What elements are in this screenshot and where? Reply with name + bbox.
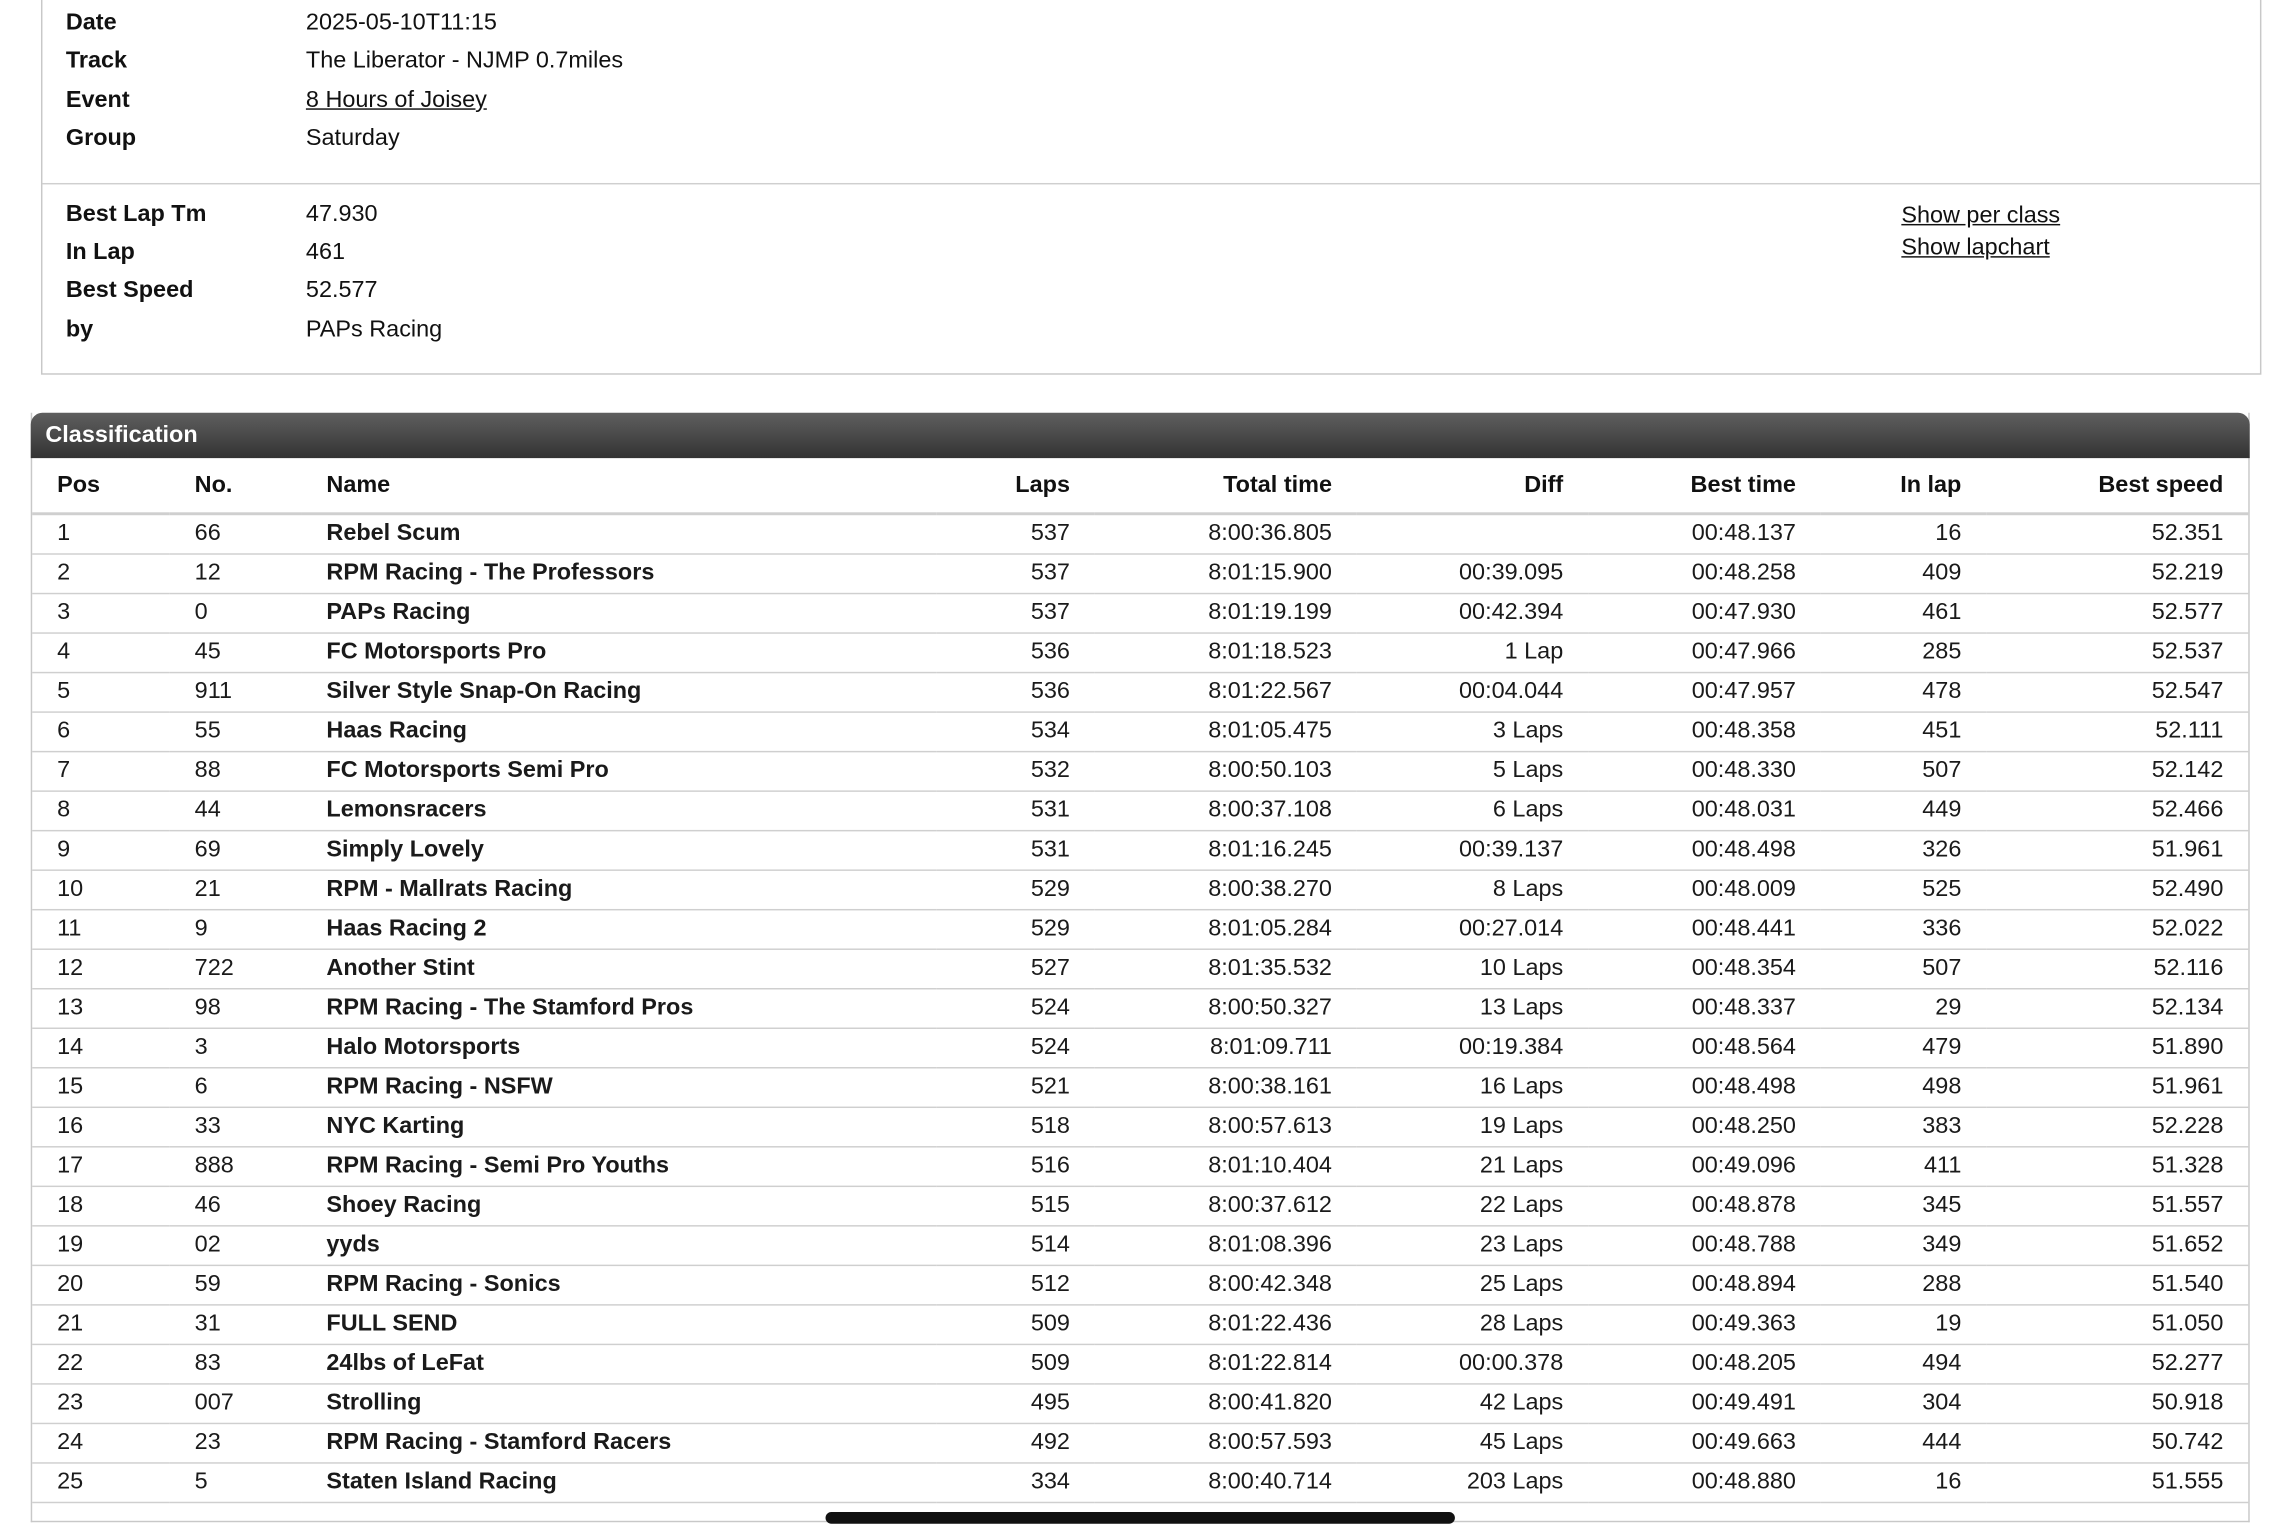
- by-value: PAPs Racing: [305, 317, 443, 343]
- cell-in-lap: 494: [1821, 1344, 1986, 1384]
- cell-total-time: 8:01:35.532: [1095, 949, 1357, 989]
- home-indicator-bar: [826, 1512, 1455, 1524]
- cell-in-lap: 507: [1821, 949, 1986, 989]
- cell-best-speed: 52.351: [1986, 514, 2248, 554]
- cell-pos: 12: [32, 949, 170, 989]
- table-row: [32, 752, 2248, 792]
- cell-best-speed: 51.890: [1986, 1028, 2248, 1068]
- table-row: [32, 1028, 2248, 1068]
- cell-best-speed: 51.328: [1986, 1147, 2248, 1187]
- cell-best-speed: 51.961: [1986, 831, 2248, 871]
- team-name-link[interactable]: Halo Motorsports: [302, 1028, 937, 1068]
- cell-laps: 518: [937, 1107, 1095, 1147]
- cell-laps: 334: [937, 1463, 1095, 1503]
- table-row: [32, 673, 2248, 713]
- session-info-panel: [41, 0, 2261, 375]
- cell-total-time: 8:01:22.814: [1095, 1344, 1357, 1384]
- cell-pos: 2: [32, 554, 170, 594]
- table-row: [32, 514, 2248, 554]
- cell-total-time: 8:00:37.108: [1095, 791, 1357, 831]
- cell-no: 46: [170, 1186, 302, 1226]
- cell-diff: 23 Laps: [1357, 1226, 1588, 1266]
- cell-no: 9: [170, 910, 302, 950]
- cell-best-time: 00:48.337: [1588, 989, 1821, 1029]
- cell-total-time: 8:01:09.711: [1095, 1028, 1357, 1068]
- table-row: [32, 1463, 2248, 1503]
- cell-in-lap: 288: [1821, 1265, 1986, 1305]
- table-row: [32, 831, 2248, 871]
- cell-best-speed: 52.116: [1986, 949, 2248, 989]
- team-name-link[interactable]: Shoey Racing: [302, 1186, 937, 1226]
- cell-in-lap: 19: [1821, 1305, 1986, 1345]
- cell-in-lap: 451: [1821, 712, 1986, 752]
- cell-no: 31: [170, 1305, 302, 1345]
- cell-in-lap: 336: [1821, 910, 1986, 950]
- table-row: [32, 1265, 2248, 1305]
- cell-best-time: 00:49.491: [1588, 1384, 1821, 1424]
- cell-in-lap: 525: [1821, 870, 1986, 910]
- cell-no: 55: [170, 712, 302, 752]
- cell-pos: 24: [32, 1423, 170, 1463]
- cell-in-lap: 349: [1821, 1226, 1986, 1266]
- table-row: [32, 594, 2248, 634]
- track-label: Track: [65, 48, 128, 74]
- cell-in-lap: 444: [1821, 1423, 1986, 1463]
- cell-pos: 1: [32, 514, 170, 554]
- cell-best-time: 00:48.878: [1588, 1186, 1821, 1226]
- cell-diff: 00:04.044: [1357, 673, 1588, 713]
- cell-pos: 16: [32, 1107, 170, 1147]
- cell-diff: 5 Laps: [1357, 752, 1588, 792]
- table-row: [32, 791, 2248, 831]
- cell-total-time: 8:01:10.404: [1095, 1147, 1357, 1187]
- table-row: [32, 712, 2248, 752]
- cell-best-speed: 50.742: [1986, 1423, 2248, 1463]
- cell-diff: 00:19.384: [1357, 1028, 1588, 1068]
- cell-in-lap: 285: [1821, 633, 1986, 673]
- cell-total-time: 8:00:41.820: [1095, 1384, 1357, 1424]
- cell-in-lap: 326: [1821, 831, 1986, 871]
- cell-diff: 25 Laps: [1357, 1265, 1588, 1305]
- cell-diff: 00:39.095: [1357, 554, 1588, 594]
- table-row: [32, 1068, 2248, 1108]
- cell-diff: 00:39.137: [1357, 831, 1588, 871]
- cell-best-speed: 51.555: [1986, 1463, 2248, 1503]
- cell-pos: 13: [32, 989, 170, 1029]
- column-header-best-speed: Best speed: [1986, 458, 2248, 514]
- cell-best-speed: 52.142: [1986, 752, 2248, 792]
- cell-total-time: 8:00:38.161: [1095, 1068, 1357, 1108]
- table-row: [32, 949, 2248, 989]
- cell-best-time: 00:48.205: [1588, 1344, 1821, 1384]
- cell-diff: 203 Laps: [1357, 1463, 1588, 1503]
- cell-in-lap: 478: [1821, 673, 1986, 713]
- cell-best-speed: 51.652: [1986, 1226, 2248, 1266]
- cell-total-time: 8:00:37.612: [1095, 1186, 1357, 1226]
- team-name-link[interactable]: RPM Racing - The Professors: [302, 554, 937, 594]
- team-name-link[interactable]: FULL SEND: [302, 1305, 937, 1345]
- cell-total-time: 8:00:57.613: [1095, 1107, 1357, 1147]
- cell-laps: 524: [937, 1028, 1095, 1068]
- cell-no: 21: [170, 870, 302, 910]
- table-row: [32, 1305, 2248, 1345]
- cell-no: 888: [170, 1147, 302, 1187]
- cell-best-time: 00:48.788: [1588, 1226, 1821, 1266]
- cell-no: 98: [170, 989, 302, 1029]
- cell-best-time: 00:48.564: [1588, 1028, 1821, 1068]
- cell-laps: 515: [937, 1186, 1095, 1226]
- team-name-link[interactable]: RPM Racing - Semi Pro Youths: [302, 1147, 937, 1187]
- cell-best-speed: 52.219: [1986, 554, 2248, 594]
- cell-pos: 17: [32, 1147, 170, 1187]
- cell-laps: 521: [937, 1068, 1095, 1108]
- group-label: Group: [65, 125, 137, 151]
- cell-pos: 8: [32, 791, 170, 831]
- cell-no: 12: [170, 554, 302, 594]
- cell-no: 722: [170, 949, 302, 989]
- cell-in-lap: 498: [1821, 1068, 1986, 1108]
- cell-laps: 531: [937, 831, 1095, 871]
- table-row: [32, 1384, 2248, 1424]
- cell-total-time: 8:00:40.714: [1095, 1463, 1357, 1503]
- cell-in-lap: 411: [1821, 1147, 1986, 1187]
- cell-pos: 18: [32, 1186, 170, 1226]
- cell-in-lap: 345: [1821, 1186, 1986, 1226]
- cell-best-time: 00:48.258: [1588, 554, 1821, 594]
- cell-in-lap: 16: [1821, 1463, 1986, 1503]
- cell-total-time: 8:00:42.348: [1095, 1265, 1357, 1305]
- cell-pos: 5: [32, 673, 170, 713]
- cell-best-speed: 52.111: [1986, 712, 2248, 752]
- cell-total-time: 8:01:16.245: [1095, 831, 1357, 871]
- cell-no: 3: [170, 1028, 302, 1068]
- cell-laps: 509: [937, 1344, 1095, 1384]
- event-link[interactable]: 8 Hours of Joisey: [305, 87, 487, 113]
- cell-no: 33: [170, 1107, 302, 1147]
- cell-pos: 4: [32, 633, 170, 673]
- team-name-link[interactable]: Lemonsracers: [302, 791, 937, 831]
- cell-laps: 536: [937, 673, 1095, 713]
- cell-pos: 14: [32, 1028, 170, 1068]
- cell-total-time: 8:00:57.593: [1095, 1423, 1357, 1463]
- cell-no: 45: [170, 633, 302, 673]
- cell-pos: 22: [32, 1344, 170, 1384]
- team-name-link[interactable]: RPM Racing - Stamford Racers: [302, 1423, 937, 1463]
- cell-laps: 514: [937, 1226, 1095, 1266]
- team-name-link[interactable]: Haas Racing: [302, 712, 937, 752]
- cell-best-time: 00:48.498: [1588, 1068, 1821, 1108]
- view-links: [1901, 201, 2060, 265]
- cell-best-time: 00:48.441: [1588, 910, 1821, 950]
- cell-pos: 9: [32, 831, 170, 871]
- team-name-link[interactable]: 24lbs of LeFat: [302, 1344, 937, 1384]
- cell-laps: 537: [937, 594, 1095, 634]
- cell-diff: 10 Laps: [1357, 949, 1588, 989]
- table-row: [32, 1344, 2248, 1384]
- team-name-link[interactable]: FC Motorsports Pro: [302, 633, 937, 673]
- cell-in-lap: 479: [1821, 1028, 1986, 1068]
- cell-in-lap: 461: [1821, 594, 1986, 634]
- cell-best-speed: 52.022: [1986, 910, 2248, 950]
- cell-diff: 3 Laps: [1357, 712, 1588, 752]
- cell-best-speed: 52.228: [1986, 1107, 2248, 1147]
- team-name-link[interactable]: Haas Racing 2: [302, 910, 937, 950]
- column-header-total-time: Total time: [1095, 458, 1357, 514]
- classification-header: Classification: [31, 413, 2250, 458]
- cell-best-time: 00:49.663: [1588, 1423, 1821, 1463]
- cell-diff: 21 Laps: [1357, 1147, 1588, 1187]
- cell-laps: 531: [937, 791, 1095, 831]
- cell-pos: 7: [32, 752, 170, 792]
- cell-best-speed: 51.540: [1986, 1265, 2248, 1305]
- team-name-link[interactable]: RPM Racing - Sonics: [302, 1265, 937, 1305]
- cell-in-lap: 29: [1821, 989, 1986, 1029]
- cell-pos: 25: [32, 1463, 170, 1503]
- cell-diff: 00:42.394: [1357, 594, 1588, 634]
- cell-total-time: 8:00:50.103: [1095, 752, 1357, 792]
- cell-best-time: 00:48.009: [1588, 870, 1821, 910]
- classification-panel: [31, 413, 2250, 1522]
- table-row: [32, 1423, 2248, 1463]
- cell-diff: 45 Laps: [1357, 1423, 1588, 1463]
- cell-total-time: 8:00:36.805: [1095, 514, 1357, 554]
- cell-pos: 15: [32, 1068, 170, 1108]
- column-header-diff: Diff: [1357, 458, 1588, 514]
- team-name-link[interactable]: PAPs Racing: [302, 594, 937, 634]
- cell-best-time: 00:47.957: [1588, 673, 1821, 713]
- classification-table: [32, 458, 2248, 1503]
- cell-best-time: 00:48.894: [1588, 1265, 1821, 1305]
- cell-best-speed: 51.557: [1986, 1186, 2248, 1226]
- cell-pos: 11: [32, 910, 170, 950]
- cell-pos: 10: [32, 870, 170, 910]
- cell-laps: 537: [937, 514, 1095, 554]
- cell-no: 5: [170, 1463, 302, 1503]
- date-value: 2025-05-10T11:15: [305, 10, 497, 36]
- cell-in-lap: 304: [1821, 1384, 1986, 1424]
- cell-diff: 00:27.014: [1357, 910, 1588, 950]
- team-name-link[interactable]: Rebel Scum: [302, 514, 937, 554]
- cell-laps: 524: [937, 989, 1095, 1029]
- by-label: by: [65, 317, 94, 343]
- cell-no: 02: [170, 1226, 302, 1266]
- cell-in-lap: 409: [1821, 554, 1986, 594]
- cell-no: 66: [170, 514, 302, 554]
- cell-no: 83: [170, 1344, 302, 1384]
- cell-diff: 00:00.378: [1357, 1344, 1588, 1384]
- cell-best-time: 00:48.330: [1588, 752, 1821, 792]
- cell-best-speed: 50.918: [1986, 1384, 2248, 1424]
- team-name-link[interactable]: RPM Racing - NSFW: [302, 1068, 937, 1108]
- cell-pos: 20: [32, 1265, 170, 1305]
- team-name-link[interactable]: Strolling: [302, 1384, 937, 1424]
- cell-best-speed: 52.134: [1986, 989, 2248, 1029]
- table-row: [32, 554, 2248, 594]
- cell-no: 69: [170, 831, 302, 871]
- cell-in-lap: 449: [1821, 791, 1986, 831]
- cell-best-speed: 52.277: [1986, 1344, 2248, 1384]
- cell-laps: 532: [937, 752, 1095, 792]
- cell-no: 007: [170, 1384, 302, 1424]
- event-label: Event: [65, 87, 130, 113]
- cell-best-time: 00:47.966: [1588, 633, 1821, 673]
- cell-in-lap: 507: [1821, 752, 1986, 792]
- cell-laps: 516: [937, 1147, 1095, 1187]
- cell-diff: 6 Laps: [1357, 791, 1588, 831]
- column-header-laps: Laps: [937, 458, 1095, 514]
- cell-laps: 529: [937, 870, 1095, 910]
- cell-best-speed: 52.466: [1986, 791, 2248, 831]
- track-value: The Liberator - NJMP 0.7miles: [305, 48, 624, 74]
- table-row: [32, 1226, 2248, 1266]
- cell-pos: 21: [32, 1305, 170, 1345]
- cell-laps: 537: [937, 554, 1095, 594]
- in-lap-label: In Lap: [65, 240, 135, 265]
- cell-total-time: 8:01:18.523: [1095, 633, 1357, 673]
- column-header-in-lap: In lap: [1821, 458, 1986, 514]
- cell-no: 0: [170, 594, 302, 634]
- cell-laps: 492: [937, 1423, 1095, 1463]
- table-row: [32, 633, 2248, 673]
- cell-best-time: 00:49.363: [1588, 1305, 1821, 1345]
- show-per-class-link[interactable]: Show per class: [1901, 203, 2061, 229]
- column-header-best-time: Best time: [1588, 458, 1821, 514]
- cell-laps: 534: [937, 712, 1095, 752]
- cell-best-time: 00:48.137: [1588, 514, 1821, 554]
- cell-laps: 527: [937, 949, 1095, 989]
- column-header-no: No.: [170, 458, 302, 514]
- cell-best-time: 00:48.250: [1588, 1107, 1821, 1147]
- best-speed-label: Best Speed: [65, 278, 194, 303]
- best-speed-value: 52.577: [305, 278, 378, 303]
- cell-best-speed: 51.961: [1986, 1068, 2248, 1108]
- team-name-link[interactable]: RPM Racing - The Stamford Pros: [302, 989, 937, 1029]
- column-header-name: Name: [302, 458, 937, 514]
- cell-diff: 22 Laps: [1357, 1186, 1588, 1226]
- cell-best-time: 00:48.880: [1588, 1463, 1821, 1503]
- table-row: [32, 1186, 2248, 1226]
- cell-total-time: 8:01:22.567: [1095, 673, 1357, 713]
- table-row: [32, 910, 2248, 950]
- cell-diff: 42 Laps: [1357, 1384, 1588, 1424]
- cell-total-time: 8:01:19.199: [1095, 594, 1357, 634]
- team-name-link[interactable]: NYC Karting: [302, 1107, 937, 1147]
- cell-laps: 529: [937, 910, 1095, 950]
- cell-best-time: 00:49.096: [1588, 1147, 1821, 1187]
- cell-laps: 536: [937, 633, 1095, 673]
- date-label: Date: [65, 10, 117, 36]
- cell-best-time: 00:48.358: [1588, 712, 1821, 752]
- table-row: [32, 870, 2248, 910]
- table-header-row: [32, 458, 2248, 514]
- cell-in-lap: 383: [1821, 1107, 1986, 1147]
- table-row: [32, 1107, 2248, 1147]
- cell-laps: 495: [937, 1384, 1095, 1424]
- cell-best-speed: 52.547: [1986, 673, 2248, 713]
- cell-no: 44: [170, 791, 302, 831]
- in-lap-value: 461: [305, 240, 345, 265]
- cell-pos: 6: [32, 712, 170, 752]
- cell-in-lap: 16: [1821, 514, 1986, 554]
- best-lap-label: Best Lap Tm: [65, 201, 207, 227]
- team-name-link[interactable]: yyds: [302, 1226, 937, 1266]
- cell-laps: 509: [937, 1305, 1095, 1345]
- cell-best-time: 00:48.498: [1588, 831, 1821, 871]
- cell-best-time: 00:48.354: [1588, 949, 1821, 989]
- team-name-link[interactable]: Another Stint: [302, 949, 937, 989]
- cell-best-speed: 52.490: [1986, 870, 2248, 910]
- cell-best-time: 00:48.031: [1588, 791, 1821, 831]
- cell-pos: 19: [32, 1226, 170, 1266]
- column-header-pos: Pos: [32, 458, 170, 514]
- cell-pos: 3: [32, 594, 170, 634]
- cell-total-time: 8:00:38.270: [1095, 870, 1357, 910]
- cell-diff: 1 Lap: [1357, 633, 1588, 673]
- cell-diff: 16 Laps: [1357, 1068, 1588, 1108]
- cell-no: 23: [170, 1423, 302, 1463]
- cell-diff: 13 Laps: [1357, 989, 1588, 1029]
- cell-best-speed: 52.537: [1986, 633, 2248, 673]
- cell-pos: 23: [32, 1384, 170, 1424]
- cell-best-speed: 52.577: [1986, 594, 2248, 634]
- cell-laps: 512: [937, 1265, 1095, 1305]
- team-name-link[interactable]: RPM - Mallrats Racing: [302, 870, 937, 910]
- table-body: [32, 514, 2248, 1503]
- team-name-link[interactable]: FC Motorsports Semi Pro: [302, 752, 937, 792]
- cell-total-time: 8:00:50.327: [1095, 989, 1357, 1029]
- cell-total-time: 8:01:15.900: [1095, 554, 1357, 594]
- team-name-link[interactable]: Simply Lovely: [302, 831, 937, 871]
- cell-best-speed: 51.050: [1986, 1305, 2248, 1345]
- show-lapchart-link[interactable]: Show lapchart: [1901, 235, 2050, 261]
- cell-diff: [1357, 514, 1588, 554]
- cell-no: 88: [170, 752, 302, 792]
- group-value: Saturday: [305, 125, 400, 151]
- cell-no: 6: [170, 1068, 302, 1108]
- best-lap-value: 47.930: [305, 201, 378, 227]
- cell-diff: 8 Laps: [1357, 870, 1588, 910]
- cell-diff: 19 Laps: [1357, 1107, 1588, 1147]
- cell-total-time: 8:01:22.436: [1095, 1305, 1357, 1345]
- info-divider: [42, 183, 2260, 184]
- team-name-link[interactable]: Silver Style Snap-On Racing: [302, 673, 937, 713]
- cell-no: 911: [170, 673, 302, 713]
- team-name-link[interactable]: Staten Island Racing: [302, 1463, 937, 1503]
- table-row: [32, 1147, 2248, 1187]
- cell-total-time: 8:01:08.396: [1095, 1226, 1357, 1266]
- cell-no: 59: [170, 1265, 302, 1305]
- cell-total-time: 8:01:05.475: [1095, 712, 1357, 752]
- table-row: [32, 989, 2248, 1029]
- cell-best-time: 00:47.930: [1588, 594, 1821, 634]
- cell-total-time: 8:01:05.284: [1095, 910, 1357, 950]
- cell-diff: 28 Laps: [1357, 1305, 1588, 1345]
